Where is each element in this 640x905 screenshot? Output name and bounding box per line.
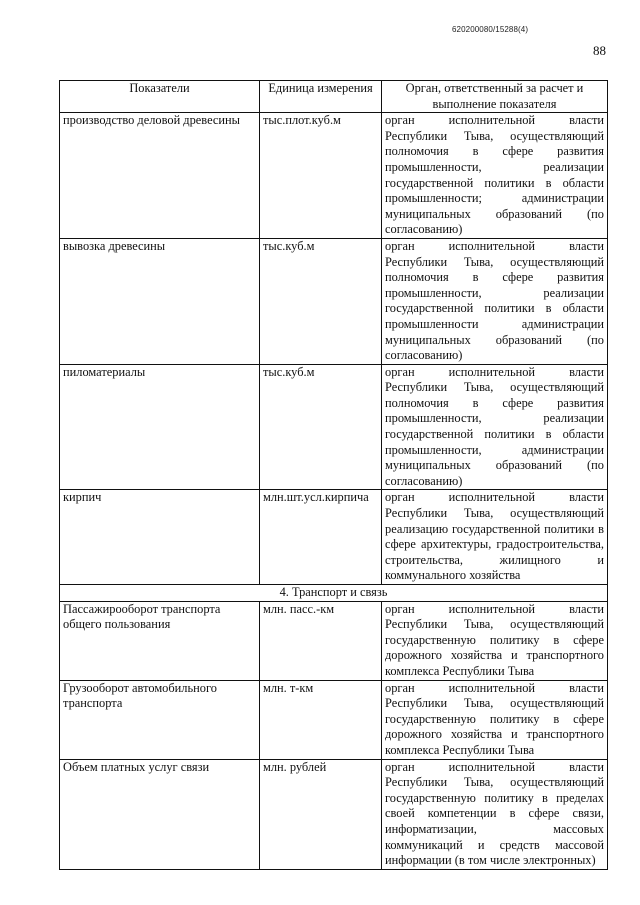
indicator-cell (60, 238, 260, 364)
indicator-cell (60, 680, 260, 759)
responsible-text: орган исполнительной власти Республики Тыва, осуществляющий полномочия в сфере развития промышленности, реализации государственной политики в области промышленности; администрации муниципальных образований (по согласованию) (385, 113, 604, 237)
table-row (60, 759, 608, 869)
table-header (60, 81, 608, 113)
indicator-cell (60, 490, 260, 585)
responsible-cell (382, 601, 608, 680)
header-indicators: Показатели (60, 81, 260, 113)
responsible-cell (382, 490, 608, 585)
unit-text: млн. рублей (263, 759, 327, 774)
document-code: 620200080/15288(4) (452, 25, 529, 34)
responsible-text: орган исполнительной власти Республики Тыва, осуществляющий полномочия в сфере развития промышленности, реализации государственной политики в области промышленности администрации муниципальных образований (по согласованию) (385, 238, 604, 363)
table-row (60, 238, 608, 364)
responsible-text: орган исполнительной власти Республики Тыва, осуществляющий государственную политику в пределах своей компетенции в сфере связи, информатизации, массовых коммуникаций и средств массовой информации (в том числе электронных) (385, 759, 604, 868)
table-row (60, 490, 608, 585)
table-row (60, 601, 608, 680)
responsible-cell (382, 113, 608, 239)
indicator-text: вывозка древесины (63, 238, 166, 253)
unit-cell (260, 364, 382, 490)
header-responsible: Орган, ответственный за расчет и выполнение показателя (382, 81, 608, 113)
unit-text: млн.шт.усл.кирпича (263, 490, 369, 505)
indicator-text: Грузооборот автомобильного транспорта (63, 680, 217, 711)
responsible-cell (382, 238, 608, 364)
indicators-table (59, 80, 608, 870)
section-row (60, 585, 608, 602)
indicator-text: Пассажирооборот транспорта общего пользования (63, 601, 221, 632)
responsible-text: орган исполнительной власти Республики Тыва, осуществляющий государственную политику в сфере дорожного хозяйства и транспортного комплекса Республики Тыва (385, 601, 604, 678)
table-row (60, 113, 608, 239)
responsible-cell (382, 364, 608, 490)
unit-cell (260, 113, 382, 239)
indicator-text: производство деловой древесины (63, 113, 240, 128)
indicator-text: кирпич (63, 490, 102, 505)
indicator-text: Объем платных услуг связи (63, 759, 210, 774)
indicator-cell (60, 601, 260, 680)
table-body (60, 113, 608, 870)
table-row (60, 364, 608, 490)
unit-cell (260, 759, 382, 869)
section-title: 4. Транспорт и связь (60, 585, 608, 602)
page-number: 88 (593, 43, 606, 58)
unit-text: млн. т-км (263, 680, 314, 695)
unit-cell (260, 490, 382, 585)
unit-text: млн. пасс.-км (263, 601, 335, 616)
unit-cell (260, 238, 382, 364)
indicator-text: пиломатериалы (63, 364, 146, 379)
responsible-text: орган исполнительной власти Республики Тыва, осуществляющий государственную политику в сфере дорожного хозяйства и транспортного комплекса Республики Тыва (385, 680, 604, 757)
table-header-row (60, 81, 608, 113)
responsible-cell (382, 759, 608, 869)
unit-cell (260, 680, 382, 759)
indicator-cell (60, 113, 260, 239)
indicator-cell (60, 364, 260, 490)
indicator-cell (60, 759, 260, 869)
header-unit: Единица измерения (260, 81, 382, 113)
unit-cell (260, 601, 382, 680)
responsible-text: орган исполнительной власти Республики Тыва, осуществляющий полномочия в сфере развития промышленности, реализации государственной политики в области промышленности, администрации муниципальных образований (по согласованию) (385, 364, 604, 488)
table-row (60, 680, 608, 759)
unit-text: тыс.куб.м (263, 238, 315, 253)
unit-text: тыс.куб.м (263, 364, 315, 379)
unit-text: тыс.плот.куб.м (263, 113, 341, 128)
responsible-text: орган исполнительной власти Республики Тыва, осуществляющий реализацию государственной политики в сфере архитектуры, градостроительства, строительства, жилищного и коммунального хозяйства (385, 490, 604, 583)
responsible-cell (382, 680, 608, 759)
